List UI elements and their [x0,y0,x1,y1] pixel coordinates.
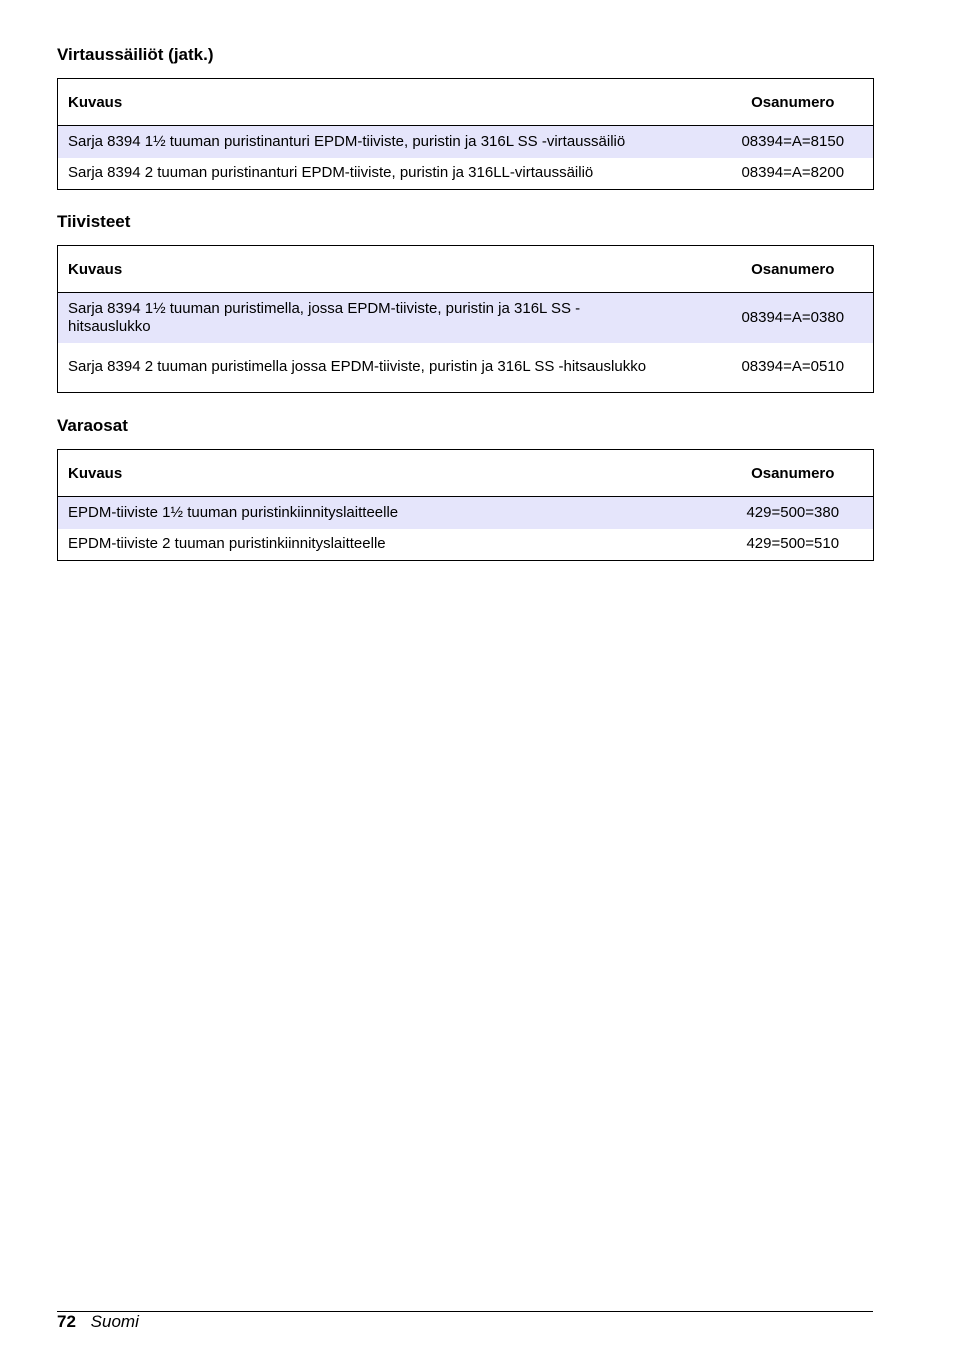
row-description: EPDM-tiiviste 1½ tuuman puristinkiinnityslaitteelle [58,497,713,529]
table-header-row [58,79,874,126]
column-header-part-number: Osanumero [713,79,874,126]
table-header-row [58,246,874,293]
section-title-virtaussailiot: Virtaussäiliöt (jatk.) [57,45,214,64]
column-header-description: Kuvaus [58,246,713,293]
row-description: Sarja 8394 1½ tuuman puristimella, jossa EPDM-tiiviste, puristin ja 316L SS -hitsauslukko [58,293,713,343]
table-header-row [58,450,874,497]
table-row [58,497,874,529]
row-part-number: 08394=A=8150 [713,126,874,158]
row-description: Sarja 8394 2 tuuman puristimella jossa EPDM-tiiviste, puristin ja 316L SS -hitsauslukko [68,358,647,376]
row-part-number: 08394=A=0380 [713,293,874,343]
row-part-number: 429=500=380 [713,497,874,529]
section-title-varaosat: Varaosat [57,416,128,435]
column-header-description: Kuvaus [58,450,713,497]
footer-language: Suomi [90,1312,139,1331]
column-header-description: Kuvaus [58,79,713,126]
row-part-number: 08394=A=8200 [741,164,845,182]
row-description: EPDM-tiiviste 2 tuuman puristinkiinnityslaitteelle [68,535,386,553]
table-tiivisteet [57,245,874,393]
row-description: Sarja 8394 2 tuuman puristinanturi EPDM-tiiviste, puristin ja 316LL-virtaussäiliö [68,164,594,182]
table-row [58,529,874,561]
table-row [58,126,874,158]
column-header-part-number: Osanumero [713,450,874,497]
row-part-number: 429=500=510 [746,535,840,553]
page-number: 72 [57,1312,76,1331]
column-header-part-number: Osanumero [713,246,874,293]
table-row [58,343,874,393]
row-part-number: 08394=A=0510 [741,358,845,376]
table-row [58,293,874,343]
table-row [58,158,874,190]
table-virtaussailiot [57,78,874,190]
footer-divider [57,1311,873,1312]
section-title-tiivisteet: Tiivisteet [57,212,131,231]
table-varaosat [57,449,874,561]
row-description: Sarja 8394 1½ tuuman puristinanturi EPDM-tiiviste, puristin ja 316L SS -virtaussäiliö [58,126,713,158]
page-footer [57,1312,139,1332]
